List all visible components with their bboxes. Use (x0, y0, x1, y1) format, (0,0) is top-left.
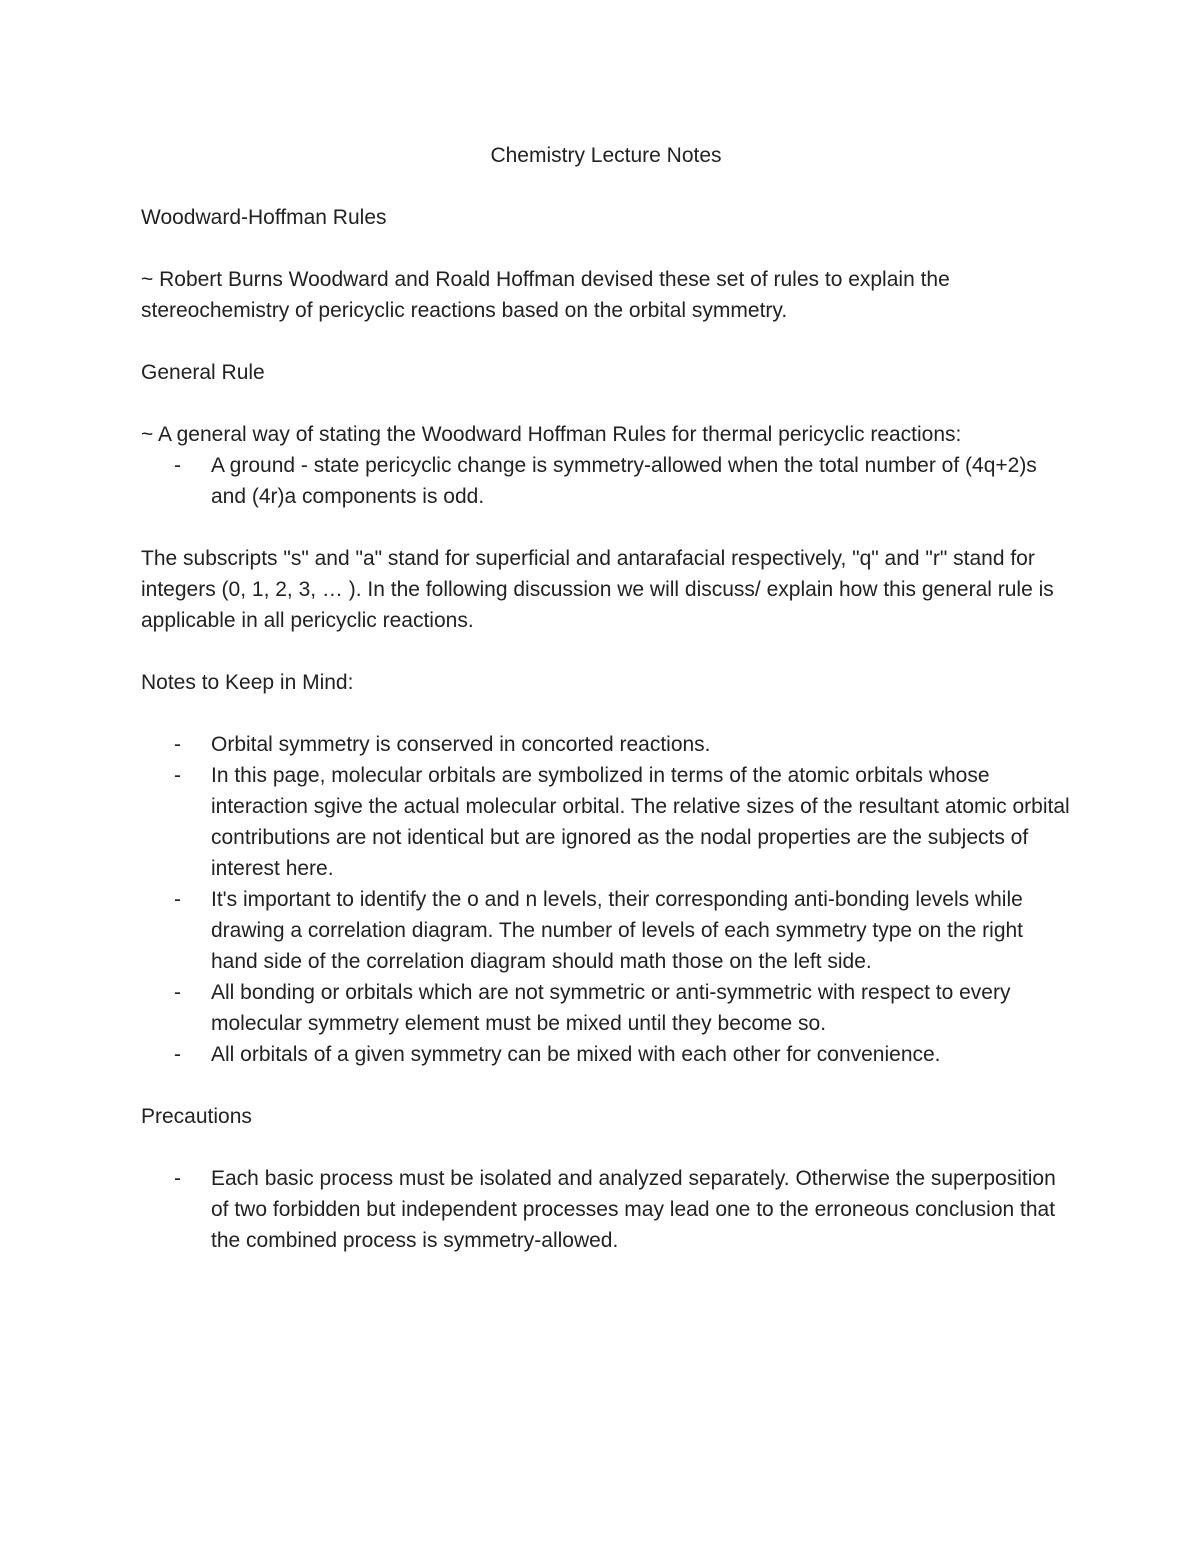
list-item-text: It's important to identify the o and n levels, their corresponding anti-bonding levels while drawing a correlation diagram. The number of levels of each symmetry type on the right hand side of the correlation diagram should math those on the left side. (211, 888, 1024, 973)
section-heading-notes: Notes to Keep in Mind: (141, 671, 354, 694)
dash-bullet: - (174, 764, 181, 787)
spacer (141, 1070, 1071, 1101)
general-rule-paragraph: ~ A general way of stating the Woodward Hoffman Rules for thermal pericyclic reactions: (141, 423, 962, 446)
dash-bullet: - (174, 981, 181, 1004)
spacer (141, 512, 1071, 543)
spacer (141, 171, 1071, 202)
intro-paragraph: ~ Robert Burns Woodward and Roald Hoffman devised these set of rules to explain the stereochemistry of pericyclic reactions based on the orbital symmetry. (141, 268, 950, 322)
dash-bullet: - (174, 1167, 181, 1190)
subscripts-explanation: The subscripts "s" and "a" stand for superficial and antarafacial respectively, "q" and "r" stand for integers (0, 1, 2, 3, … ). In the following discussion we will discuss/ explain how this general rule is applicable in all pericyclic reactions. (141, 547, 1054, 632)
list-item (141, 760, 1071, 884)
list-item (141, 1163, 1071, 1256)
spacer (141, 636, 1071, 667)
list-item (141, 729, 1071, 760)
list-item-text: All orbitals of a given symmetry can be mixed with each other for convenience. (211, 1043, 941, 1066)
list-item-text: A ground - state pericyclic change is symmetry-allowed when the total number of (4q+2)s and (4r)a components is odd. (211, 454, 1037, 508)
list-item-text: Each basic process must be isolated and analyzed separately. Otherwise the superposition of two forbidden but independent processes may lead one to the erroneous conclusion that the combined process is symmetry-allowed. (211, 1167, 1056, 1252)
document-body (141, 140, 1071, 1256)
notes-list (141, 729, 1071, 1070)
spacer (141, 233, 1071, 264)
section-heading-woodward-hoffman: Woodward-Hoffman Rules (141, 206, 387, 229)
list-item-text: Orbital symmetry is conserved in concorted reactions. (211, 733, 711, 756)
dash-bullet: - (174, 1043, 181, 1066)
dash-bullet: - (174, 454, 181, 477)
spacer (141, 698, 1071, 729)
dash-bullet: - (174, 888, 181, 911)
general-rule-list (141, 450, 1071, 512)
precautions-list (141, 1163, 1071, 1256)
list-item-text: All bonding or orbitals which are not symmetric or anti-symmetric with respect to every molecular symmetry element must be mixed until they become so. (211, 981, 1011, 1035)
dash-bullet: - (174, 733, 181, 756)
spacer (141, 326, 1071, 357)
section-heading-general-rule: General Rule (141, 361, 265, 384)
list-item (141, 884, 1071, 977)
list-item (141, 1039, 1071, 1070)
document-title: Chemistry Lecture Notes (490, 144, 722, 167)
list-item (141, 977, 1071, 1039)
spacer (141, 1132, 1071, 1163)
spacer (141, 388, 1071, 419)
section-heading-precautions: Precautions (141, 1105, 252, 1128)
list-item-text: In this page, molecular orbitals are symbolized in terms of the atomic orbitals whose interaction sgive the actual molecular orbital. The relative sizes of the resultant atomic orbital contributions are not identical but are ignored as the nodal properties are the subjects of interest here. (211, 764, 1070, 880)
list-item (141, 450, 1071, 512)
